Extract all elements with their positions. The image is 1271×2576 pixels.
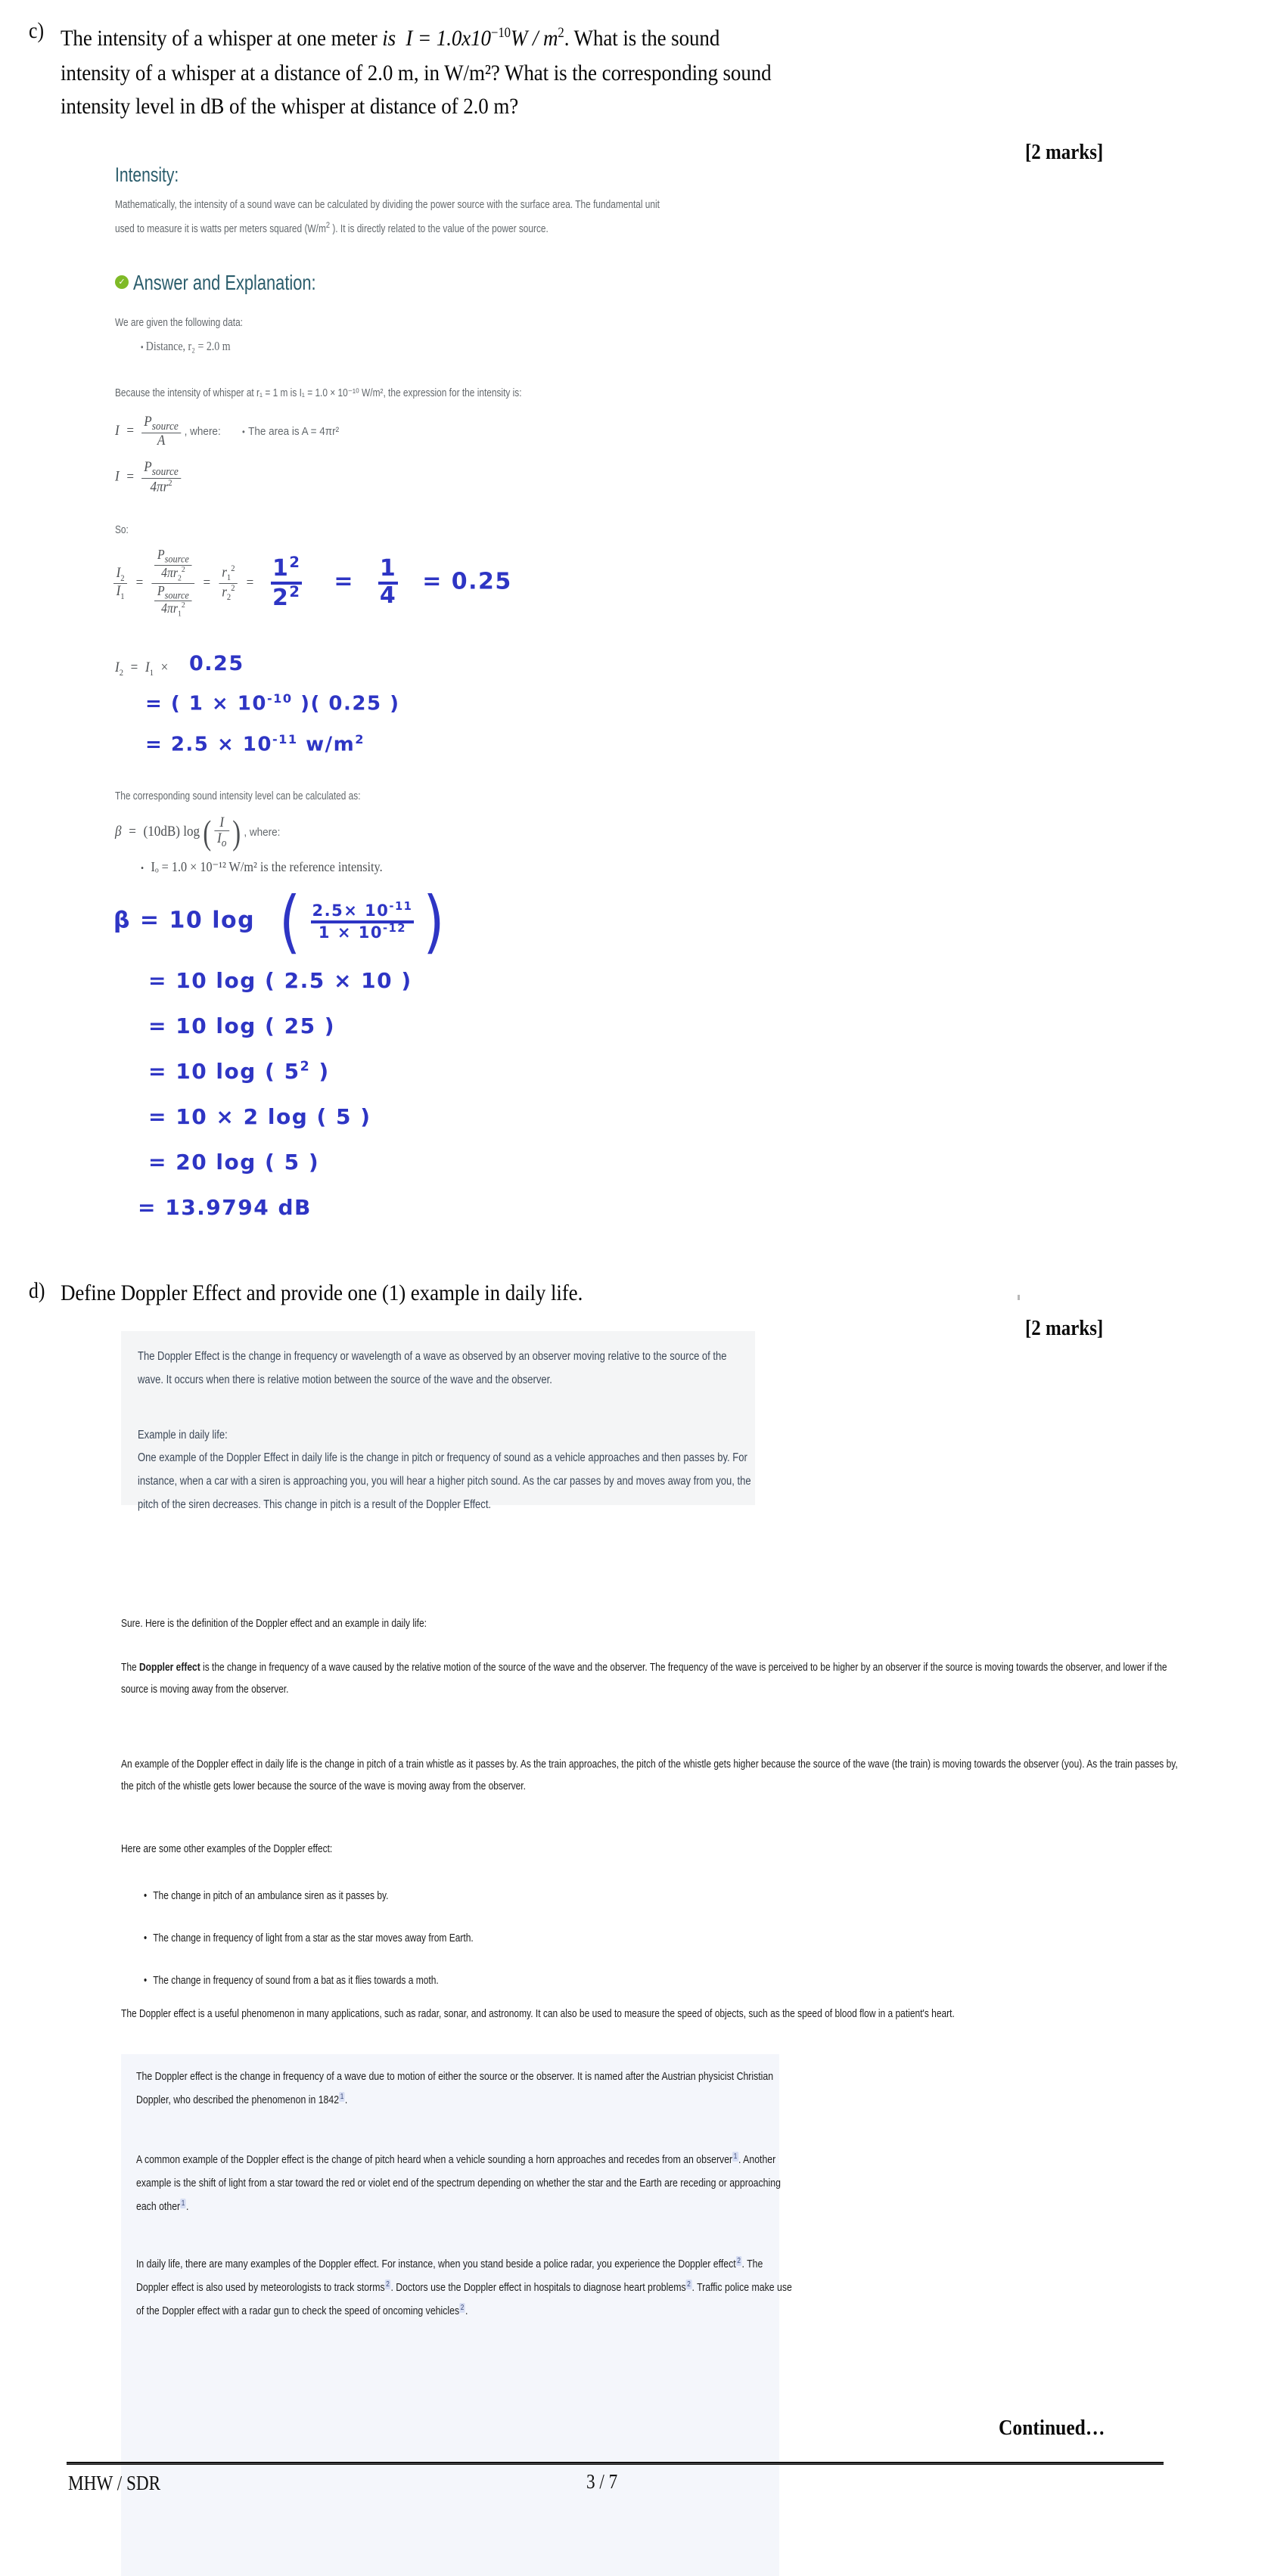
intensity-heading: Intensity: — [115, 163, 179, 186]
handwritten-line-b — [145, 732, 365, 756]
citation-marker: 1 — [733, 2152, 738, 2161]
equation-I-symbol-2: I — [115, 468, 120, 485]
question-c-line1-is: is — [382, 26, 396, 51]
plain-answer-closing: The Doppler effect is a useful phenomenon in many applications, such as radar, sonar, and astronomy. It can also be used to measure the speed of objects, such as the speed of blood flow in a patient's heart. — [121, 2007, 955, 2020]
given-data-bullet-text: Distance, r₂ = 2.0 m — [145, 339, 231, 353]
intensity-unit-exponent: 2 — [325, 221, 331, 230]
p-source-subscript-2: source — [151, 465, 179, 478]
citation-marker: 1 — [340, 2093, 344, 2101]
citation-marker: 2 — [687, 2280, 691, 2289]
area-symbol: A — [157, 433, 166, 449]
question-c-text — [61, 17, 1095, 123]
reference-intensity-bullet: • Iₒ = 1.0 × 10⁻¹² W/m² is the reference intensity. — [141, 859, 383, 874]
plain-answer-paragraph-2-wrap — [121, 1753, 1195, 1797]
equation-where-label: , where: — [184, 425, 221, 438]
answer-explanation-heading: Answer and Explanation: — [133, 271, 316, 294]
continued-label: Continued… — [999, 2416, 1105, 2440]
cited-p1-period: . — [344, 2093, 348, 2106]
p-source-symbol: P — [144, 414, 152, 430]
four-pi-r-exponent: 2 — [168, 478, 172, 489]
hw-line-a-exponent: -10 — [266, 691, 293, 706]
plain-answer-paragraph-1-wrap — [121, 1656, 1195, 1700]
citation-marker: 1 — [181, 2199, 185, 2208]
handwritten-fraction-1-over-4 — [378, 557, 398, 607]
hw-quarter-numerator: 1 — [378, 557, 398, 585]
citation-marker: 2 — [737, 2257, 741, 2265]
plain-answer-list-intro-wrap — [121, 1838, 1195, 1860]
handwritten-i2-value: 0.25 — [189, 652, 244, 675]
doppler-examples-list — [144, 1885, 556, 2012]
given-data-intro: We are given the following data: — [115, 317, 243, 329]
citation-marker: 2 — [386, 2280, 390, 2289]
cited-answer-box — [121, 2054, 792, 2576]
sound-level-intro: The corresponding sound intensity level can be calculated as: — [115, 790, 361, 802]
hw-ratio-denominator-exponent: 2 — [289, 583, 301, 601]
given-data-bullet: • Distance, r₂ = 2.0 m — [141, 339, 231, 353]
cited-paragraph-1 — [136, 2065, 794, 2112]
handwritten-step2: = 10 log ( 25 ) — [148, 1013, 336, 1038]
beta-symbol: β — [115, 824, 122, 840]
handwritten-step6-final-answer: = 13.9794 dB — [138, 1195, 312, 1220]
handwritten-step4: = 10 × 2 log ( 5 ) — [148, 1104, 371, 1129]
question-c-line3: intensity level in dB of the whisper at distance of 2.0 m? — [61, 94, 519, 119]
cited-p2-c: . — [185, 2200, 189, 2213]
cited-p3-c: . Doctors use the Doppler effect in hospitals to diagnose heart problems — [390, 2281, 686, 2294]
scan-artifact — [1018, 1295, 1020, 1300]
cited-paragraph-2 — [136, 2148, 794, 2218]
hw-beta-num: 2.5× 10 — [312, 902, 390, 920]
handwritten-fraction-1-over-2 — [271, 555, 302, 610]
equation-beta: β = (10dB) log ( $\frac{I}{I_o}$ ) , where: — [115, 813, 281, 852]
hw-line-b-tail-exponent: 2 — [355, 732, 365, 746]
beta-where-label: , where: — [244, 826, 281, 839]
fraction-i2-over-i1: $\frac{I_2}{I_1}$ — [113, 566, 127, 601]
hw-line-b-exponent: -11 — [272, 732, 298, 746]
area-bullet-text: The area is A = 4πr² — [248, 425, 340, 438]
cited-p2-b: . Another example is the shift of light from a star toward the red or violet end of the spectrum depending on whether the star and the Earth are receding or approaching each other — [136, 2153, 781, 2213]
equation-ratio: $\frac{I_2}{I_1}$ = $\frac{\frac{P_{source}}{4\pi r_2^2}}{\frac{P_{source}}{4\pi r_1^2}}$ = $\frac{r_1^2}{r_2^2}$ = — [113, 548, 259, 619]
question-c-formula: I = 1.0x10 — [406, 26, 491, 51]
cited-p1-text: The Doppler effect is the change in frequency of a wave due to motion of either the source or the observer. It is named after the Austrian physicist Christian Doppler, who described the phenomenon in 1842 — [136, 2070, 774, 2106]
question-c-marks: [2 marks] — [1025, 140, 1104, 164]
plain-p1-pre: The — [121, 1661, 140, 1674]
ten-db-log-label: (10dB) log — [143, 824, 200, 840]
fraction-p-over-4pir2 — [141, 460, 182, 495]
hw-beta-num-exponent: -11 — [389, 900, 413, 913]
beta-Io-subscript: o — [221, 836, 227, 849]
grey-answer-box — [121, 1331, 755, 1511]
reference-intensity-text: Iₒ = 1.0 × 10⁻¹² W/m² is the reference intensity. — [151, 859, 383, 874]
handwritten-step1: = 10 log ( 2.5 × 10 ) — [148, 968, 412, 993]
footer-divider — [67, 2462, 1164, 2465]
equation-intensity-4pir2: I = $\frac{P_{source}}{4\pi r^2}$ — [115, 460, 181, 495]
hw-beta-den: 1 × 10 — [318, 923, 383, 942]
hw-ratio-numerator-exponent: 2 — [289, 554, 301, 571]
footer-page-number: 3 / 7 — [586, 2470, 618, 2493]
plain-answer-intro: Sure. Here is the definition of the Doppler effect and an example in daily life: — [121, 1617, 427, 1630]
plain-answer-block — [121, 1612, 1195, 1634]
plain-answer-closing-wrap — [121, 2003, 1195, 2025]
beta-I-symbol: I — [219, 815, 225, 830]
cited-p2-a: A common example of the Doppler effect is the change of pitch heard when a vehicle sounding a horn approaches and recedes from an observer — [136, 2153, 733, 2166]
handwritten-beta-equation: β = 10 log ( $\frac{2.5\times 10^{-11}}{1 \times 10^{-12}}$ ) — [113, 881, 446, 961]
question-c-line1-b: . What is the sound — [564, 26, 720, 51]
cited-paragraph-3 — [136, 2252, 794, 2323]
fraction-i-over-io — [214, 815, 229, 849]
hw-step3-tail: ) — [310, 1059, 330, 1084]
question-c-line2: intensity of a whisper at a distance of 2.0 m, in W/m²? What is the corresponding sound — [61, 61, 772, 85]
plain-answer-paragraph-2: An example of the Doppler effect in daily life is the change in pitch of a train whistle as it passes by. As the train approaches, the pitch of the whistle gets higher because the source of the wave (the train) is moving towards the observer (you). As the train passes by, the pitch of the whistle gets lower because the source of the wave is moving away from the observer. — [121, 1758, 1178, 1792]
handwritten-line-a — [145, 691, 400, 715]
question-d-label: d) — [29, 1278, 45, 1303]
hw-line-b-head: = 2.5 × 10 — [145, 733, 272, 756]
equation-i2-equals: $I_2 = I_1$ × — [115, 660, 169, 678]
list-item: • The change in frequency of sound from a bat as it flies towards a moth. — [144, 1969, 474, 1991]
equation-I-symbol: I — [115, 423, 120, 439]
fraction-nested-psource: $\frac{\frac{P_{source}}{4\pi r_2^2}}{\frac{P_{source}}{4\pi r_1^2}}$ — [152, 548, 194, 619]
fraction-r1sq-over-r2sq: $\frac{r_1^2}{r_2^2}$ — [219, 564, 238, 602]
intensity-paragraph-line2-b: ). It is directly related to the value of the power source. — [330, 222, 548, 235]
list-item: • The change in frequency of light from a star as the star moves away from Earth. — [144, 1927, 474, 1949]
question-c-formula-unit: W / m — [510, 26, 558, 51]
plain-p1-bold: Doppler effect — [139, 1661, 200, 1674]
hw-step3-head: = 10 log ( 5 — [148, 1059, 300, 1084]
beta-Io-symbol: I — [217, 830, 222, 846]
hw-beta-den-exponent: -12 — [382, 922, 407, 935]
handwritten-ratio — [271, 555, 512, 610]
handwritten-step5: = 20 log ( 5 ) — [148, 1150, 320, 1175]
grey-box-paragraph-1: The Doppler Effect is the change in frequency or wavelength of a wave as observed by an observer moving relative to the source of the wave. It occurs when there is relative motion between the source of the wave and the observer. — [138, 1350, 727, 1386]
grey-box-paragraph-2: One example of the Doppler Effect in daily life is the change in pitch or frequency of sound as a vehicle approaches and then passes by. For instance, when a car with a siren is approaching you, you will hear a higher pitch sound. As the car passes by and moves away from you, the pitch of the siren decreases. This change in pitch is a result of the Doppler Effect. — [138, 1451, 751, 1511]
plain-p1-post: is the change in frequency of a wave caused by the relative motion of the source of the wave and the observer. The frequency of the wave is perceived to be higher by an observer if the source is moving towards the observer, and lower if the source is moving away from the observer. — [121, 1661, 1167, 1696]
hw-quarter-denominator: 4 — [379, 582, 397, 609]
question-d-text: Define Doppler Effect and provide one (1) example in daily life. — [61, 1280, 583, 1305]
question-c-formula-exponent: −10 — [490, 25, 511, 41]
hw-line-a-tail: )( 0.25 ) — [292, 692, 400, 715]
question-c-line1-a: The intensity of a whisper at one meter — [61, 26, 383, 51]
hw-line-b-tail: w/m — [297, 733, 356, 756]
four-pi-r-symbol: 4πr — [150, 479, 169, 495]
plain-answer-list-intro: Here are some other examples of the Doppler effect: — [121, 1842, 333, 1855]
equation-intensity-area: I = $\frac{P_{source}}{A}$ , where: • The area is A = 4πr² — [115, 414, 340, 449]
question-c-formula-unit-exponent: 2 — [558, 25, 564, 41]
hw-ratio-numerator: 1 — [272, 555, 290, 582]
because-intensity-line: Because the intensity of whisper at r₁ = 1 m is I₁ = 1.0 × 10⁻¹⁰ W/m², the expression for the intensity is: — [115, 387, 522, 399]
hw-equals-1: = — [334, 568, 354, 595]
cited-p3-b: . The Doppler effect is also used by meteorologists to track storms — [136, 2258, 763, 2294]
list-item: • The change in pitch of an ambulance siren as it passes by. — [144, 1885, 474, 1907]
hw-ratio-denominator: 2 — [272, 585, 290, 611]
footer-left-text: MHW / SDR — [68, 2472, 161, 2494]
citation-marker: 2 — [460, 2304, 465, 2312]
question-c-label: c) — [29, 18, 45, 43]
cited-p3-d: . Traffic police make use of the Doppler effect with a radar gun to check the speed of oncoming vehicles — [136, 2281, 792, 2317]
grey-box-heading-2: Example in daily life: — [138, 1429, 228, 1442]
intensity-paragraph-line1: Mathematically, the intensity of a sound wave can be calculated by dividing the power source with the surface area. The fundamental unit — [115, 199, 660, 211]
handwritten-step3 — [148, 1059, 330, 1084]
intensity-paragraph — [115, 195, 946, 240]
p-source-subscript: source — [151, 420, 179, 433]
plain-answer-paragraph-1 — [121, 1656, 1186, 1700]
handwritten-beta-fraction — [311, 902, 415, 941]
question-d-marks: [2 marks] — [1025, 1316, 1104, 1340]
hw-line-a-head: = ( 1 × 10 — [145, 692, 267, 715]
cited-p3-a: In daily life, there are many examples of the Doppler effect. For instance, when you stand beside a police radar, you experience the Doppler effect — [136, 2258, 736, 2270]
check-circle-icon: ✓ — [115, 275, 129, 289]
so-label: So: — [115, 524, 129, 536]
hw-beta-label: β = 10 log — [113, 907, 256, 934]
p-source-symbol-2: P — [144, 459, 152, 475]
intensity-paragraph-line2-a: used to measure it is watts per meters squared (W/m — [115, 222, 326, 235]
cited-p3-e: . — [465, 2304, 468, 2317]
hw-step3-exponent: 2 — [300, 1059, 311, 1075]
hw-result-025: = 0.25 — [422, 568, 512, 595]
fraction-p-over-a — [141, 414, 182, 448]
